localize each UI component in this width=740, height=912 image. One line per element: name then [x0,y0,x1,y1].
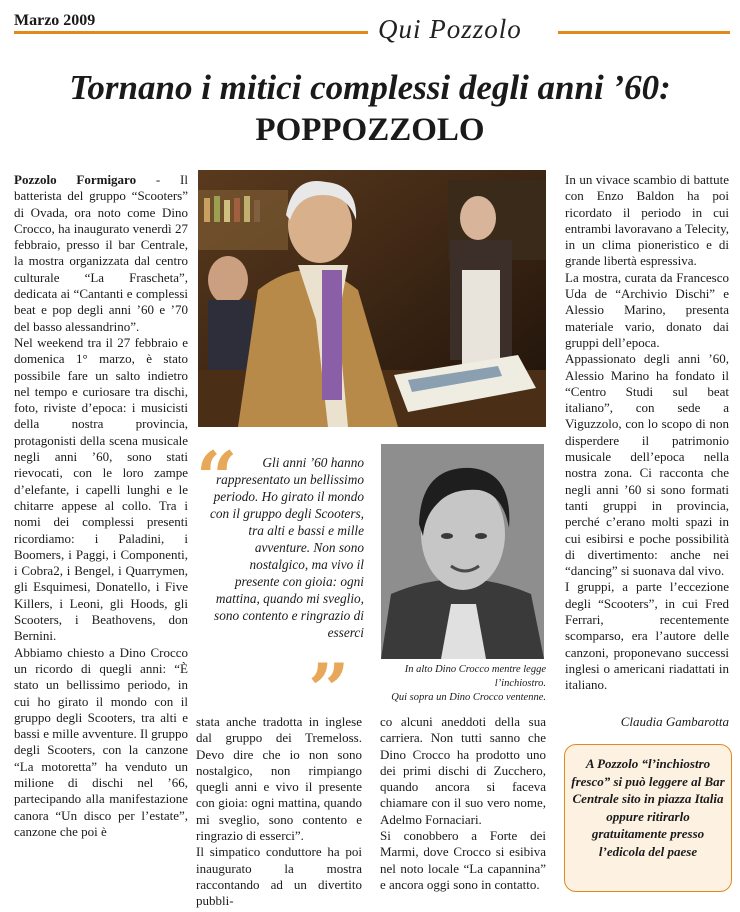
info-box [564,744,732,892]
article-title: Tornano i mitici complessi degli anni ’60: [69,68,671,107]
column-1-paragraph-2: Nel weekend tra il 27 febbraio e domenica 1° marzo, è stato possibile fare un salto indietro nel tempo e curiosare tra dischi, foto, riviste d’epoca: i musicisti della nostra provincia, protagonisti della scena musicale negli anni ’60, sono stati rievocati, con le loro zampe d’elefante, i capelli lunghi e le chitarre appese al collo. Tra i nomi dei complessi presenti ricordiamo: i Paladini, i Boomers, i Paggi, i Componenti, i Cobra2, i Bengel, i Quarrymen, gli Esquimesi, Donatello, i Five Killers, i Leoni, gli Hoods, gli Scooters, i Beathovens, don Bernini. [14,334,188,644]
column-4-paragraph-2: La mostra, curata da Francesco Uda de “Archivio Dischi” e Alessio Marino, presenta materiale vario, donato dai gruppi dell’epoca. [565,269,729,350]
article-column-3 [380,714,546,893]
info-box-text: A Pozzolo “l’inchiostro fresco” si può leggere al Bar Centrale sito in piazza Italia oppure ritirarlo gratuitamente presso l’edicola del paese [571,756,725,859]
article-column-2 [196,714,362,910]
caption-line-2: Qui sopra un Dino Crocco ventenne. [391,692,546,703]
article-subtitle: POPPOZZOLO [255,112,485,148]
column-3-paragraph-2: Si conobbero a Forte dei Marmi, dove Crocco si esibiva nel noto locale “La capannina” e ancora oggi sono in contatto. [380,828,546,892]
column-3-paragraph-1: co alcuni aneddoti della sua carriera. Non tutti sanno che Dino Crocco ha prodotto uno dei primi dischi di Zucchero, quando ancora si faceva chiamare con il suo vero nome, Adelmo Fornaciari. [380,714,546,827]
article-column-1 [14,172,188,840]
caption-line-1: In alto Dino Crocco mentre legge l’inchiostro. [404,664,546,689]
column-4-paragraph-4: I gruppi, a parte l’eccezione degli “Scooters”, in cui Fred Ferrari, recentemente scomparso, era l’autore delle canzoni, proponevano successi inglesi o americani riadattati in italiano. [565,579,729,693]
dateline: Pozzolo Formigaro [14,172,137,187]
column-2-paragraph-2: Il simpatico conduttore ha poi inaugurato la mostra raccontando ad un divertito pubbli- [196,844,362,909]
photo-man-reading-newspaper [198,170,546,427]
pull-quote [196,435,368,732]
close-quote-icon: ” [308,647,350,732]
issue-date: Marzo 2009 [14,12,96,29]
photo-young-dino-crocco [381,444,544,659]
lead-text: - Il batterista del gruppo “Scooters” di Ovada, ora noto come Dino Crocco, ha inaugurato venerdì 27 febbraio, presso il bar Centrale, la mostra organizzata dal centro culturale “La Frascheta”, dedicata ai “Cantanti e complessi beat e pop degli anni ’60 e ’70 del basso alessandrino”. [14,172,188,334]
open-quote-icon: “ [196,435,238,520]
photo-caption [378,663,546,705]
main-photo [198,170,546,427]
pull-quote-text: Gli anni ’60 hanno rappresentato un bellissimo periodo. Ho girato il mondo con il gruppo degli Scooters, tra alti e bassi e mille avventure. Non sono nostalgico, ma vivo il presente con gioia: ogni mattina, quando mi sveglio, sono contento e ringrazio di esserci [209,455,364,640]
column-1-paragraph-1 [14,172,188,335]
article-column-4 [565,172,729,694]
newspaper-logo: Qui Pozzolo [378,14,522,44]
column-1-paragraph-3: Abbiamo chiesto a Dino Crocco un ricordo di quegli anni: “È stato un bellissimo periodo, in cui ho girato il mondo con il gruppo degli Scooters, tra alti e bassi e mille avventure. Il gruppo degli Scooters, con la canzone “La motoretta” ha venduto un milione di dischi nel ’66, partecipando alla manifestazione canora “Un disco per l’estate”, canzone che poi è [14,644,189,839]
column-4-paragraph-3: Appassionato degli anni ’60, Alessio Marino ha fondato il “Centro Studi sul beat italiano”, con sede a Viguzzolo, con lo scopo di non disperdere il patrimonio musicale dell’epoca nella nostra zona. Ci racconta che negli anni ’60 si sono formati tanti gruppi in provincia, perché c’erano molti spazi in cui esibirsi e poche possibilità di divertimento: anche nei “dancing” si suonava dal vivo. [565,351,729,579]
author-signature: Claudia Gambarotta [620,714,729,729]
column-4-paragraph-1: In un vivace scambio di battute con Enzo Baldon ha poi ricordato il periodo in cui entrambi lavoravano a Telecity, in un clima pioneristico e di grande libertà espressiva. [565,172,729,269]
column-2-paragraph-1: stata anche tradotta in inglese dal gruppo dei Tremeloss. Devo dire che io non sono nostalgico, non rimpiango quegli anni e vivo il presente con gioia: ogni mattina, quando mi sveglio, sono contento e ringrazio di esserci”. [196,714,362,844]
portrait-photo [381,444,544,659]
